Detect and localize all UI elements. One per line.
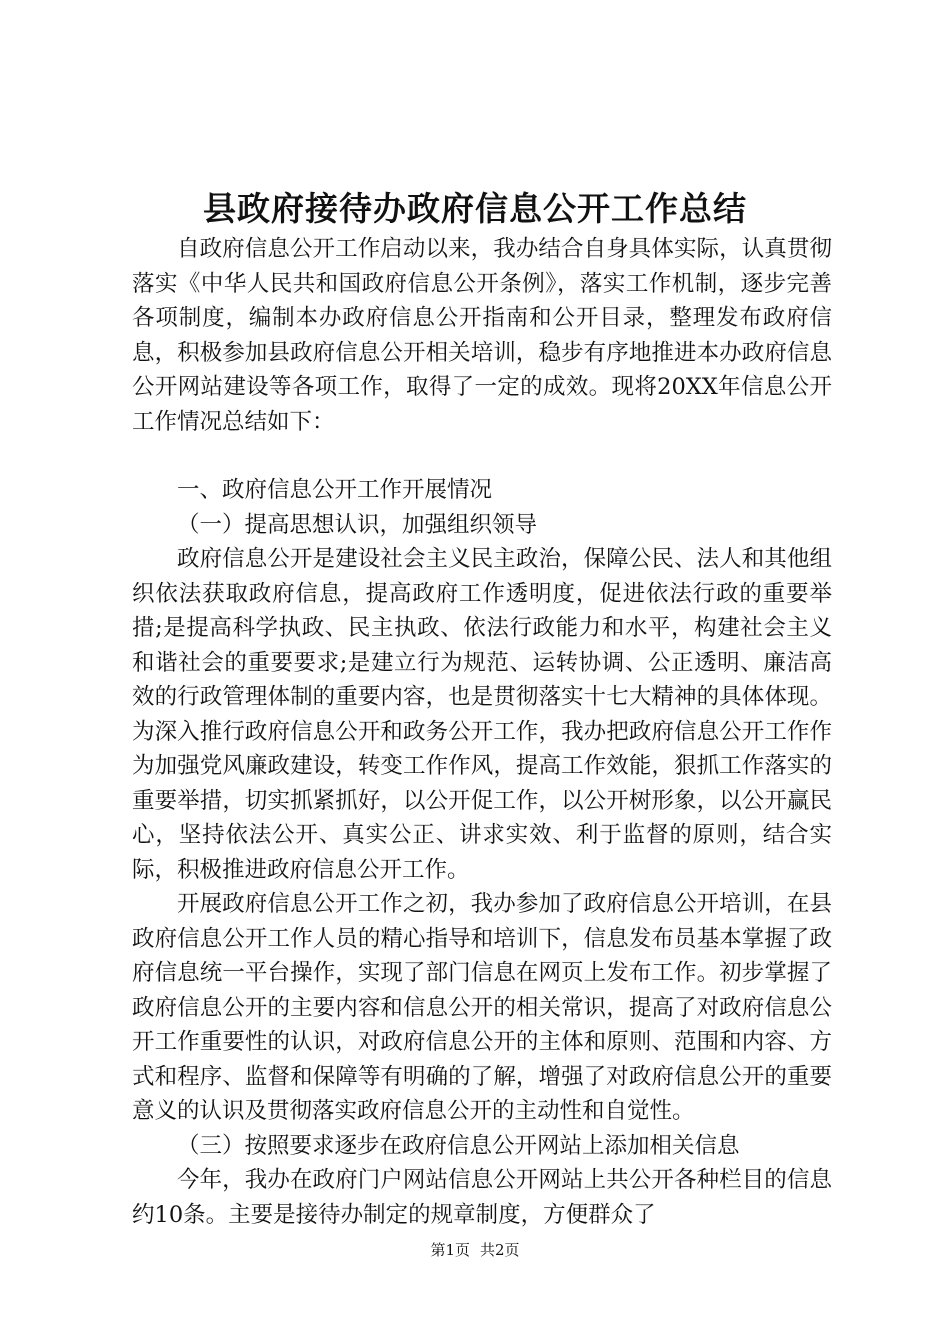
body-paragraph: 开展政府信息公开工作之初，我办参加了政府信息公开培训，在县政府信息公开工作人员的精心指导和培训下，信息发布员基本掌握了政府信息统一平台操作，实现了部门信息在网页上发布工作。初步掌握了政府信息公开的主要内容和信息公开的相关常识，提高了对政府信息公开工作重要性的认识，对政府信息公开的主体和原则、范围和内容、方式和程序、监督和保障等有明确的了解，增强了对政府信息公开的重要意义的认识及贯彻落实政府信息公开的主动性和自觉性。	[132, 891, 832, 1124]
body-paragraph: 政府信息公开是建设社会主义民主政治，保障公民、法人和其他组织依法获取政府信息，提高政府工作透明度，促进依法行政的重要举措;是提高科学执政、民主执政、依法行政能力和水平，构建社会主义和谐社会的重要要求;是建立行为规范、运转协调、公正透明、廉洁高效的行政管理体制的重要内容，也是贯彻落实十七大精神的具体体现。为深入推行政府信息公开和政务公开工作，我办把政府信息公开工作作为加强党风廉政建设，转变工作作风，提高工作效能，狠抓工作落实的重要举措，切实抓紧抓好，以公开促工作，以公开树形象，以公开赢民心，坚持依法公开、真实公正、讲求实效、利于监督的原则，结合实际，积极推进政府信息公开工作。	[132, 546, 832, 883]
page-footer	[0, 1240, 950, 1260]
document-title: 县政府接待办政府信息公开工作总结	[203, 189, 747, 228]
body-paragraph: 今年，我办在政府门户网站信息公开网站上共公开各种栏目的信息约10条。主要是接待办制定的规章制度，方便群众了	[132, 1167, 832, 1228]
intro-paragraph: 自政府信息公开工作启动以来，我办结合自身具体实际，认真贯彻落实《中华人民共和国政府信息公开条例》，落实工作机制，逐步完善各项制度，编制本办政府信息公开指南和公开目录，整理发布政府信息，积极参加县政府信息公开相关培训，稳步有序地推进本办政府信息公开网站建设等各项工作，取得了一定的成效。现将20XX年信息公开工作情况总结如下：	[132, 236, 832, 435]
document-body	[132, 232, 832, 1232]
page-number: 第1页	[430, 1241, 470, 1259]
page-total: 共2页	[480, 1241, 520, 1259]
subsection-heading: （三）按照要求逐步在政府信息公开网站上添加相关信息	[177, 1132, 740, 1159]
subsection-heading: （一）提高思想认识，加强组织领导	[177, 511, 538, 538]
section-heading: 一、政府信息公开工作开展情况	[177, 477, 493, 503]
